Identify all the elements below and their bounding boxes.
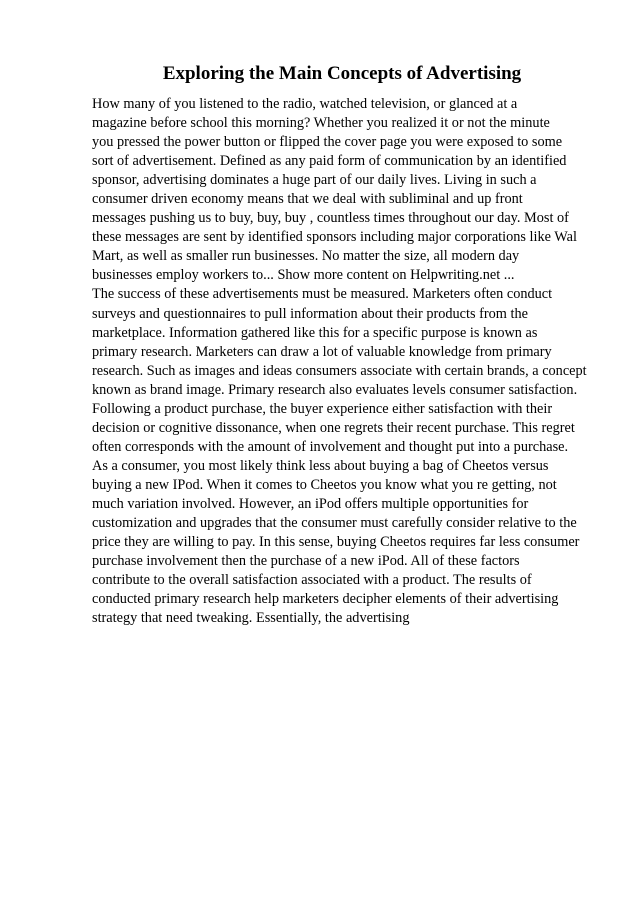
text-line: often corresponds with the amount of involvement and thought put into a purchase.: [92, 438, 569, 455]
text-line: messages pushing us to buy, buy, buy , countless times throughout our day. Most of: [92, 210, 569, 227]
text-line: customization and upgrades that the consumer must carefully consider relative to the: [92, 515, 577, 532]
text-line: surveys and questionnaires to pull information about their products from the: [92, 305, 528, 322]
page-title: Exploring the Main Concepts of Advertising: [162, 63, 522, 84]
text-line: you pressed the power button or flipped the cover page you were exposed to some: [92, 134, 563, 151]
text-line: buying a new IPod. When it comes to Cheetos you know what you re getting, not: [92, 476, 557, 493]
text-line: conducted primary research help marketers decipher elements of their advertising: [92, 591, 559, 608]
text-line: these messages are sent by identified sponsors including major corporations like Wal: [92, 229, 577, 246]
text-line: strategy that need tweaking. Essentially, the advertising: [92, 610, 410, 627]
text-line: sort of advertisement. Defined as any paid form of communication by an identified: [92, 153, 567, 170]
text-line: much variation involved. However, an iPod offers multiple opportunities for: [92, 495, 529, 512]
text-line: price they are willing to pay. In this sense, buying Cheetos requires far less consumer: [92, 534, 580, 551]
text-line: consumer driven economy means that we deal with subliminal and up front: [92, 191, 523, 208]
text-line: sponsor, advertising dominates a huge part of our daily lives. Living in such a: [92, 172, 537, 189]
text-line: decision or cognitive dissonance, when one regrets their recent purchase. This regret: [92, 419, 575, 436]
text-line: The success of these advertisements must be measured. Marketers often conduct: [92, 286, 553, 303]
text-line: research. Such as images and ideas consumers associate with certain brands, a concept: [92, 362, 587, 379]
text-line: known as brand image. Primary research also evaluates levels consumer satisfaction.: [92, 381, 578, 398]
text-line: marketplace. Information gathered like this for a specific purpose is known as: [92, 324, 538, 341]
document-body: [92, 95, 612, 628]
text-line: primary research. Marketers can draw a lot of valuable knowledge from primary: [92, 343, 552, 360]
text-line: Mart, as well as smaller run businesses. No matter the size, all modern day: [92, 248, 520, 265]
text-line: As a consumer, you most likely think less about buying a bag of Cheetos versus: [92, 457, 549, 474]
text-line: purchase involvement then the purchase of a new iPod. All of these factors: [92, 553, 520, 570]
text-line: magazine before school this morning? Whether you realized it or not the minute: [92, 115, 550, 132]
text-line: businesses employ workers to... Show more content on Helpwriting.net ...: [92, 267, 515, 284]
text-line: How many of you listened to the radio, watched television, or glanced at a: [92, 96, 518, 112]
text-line: Following a product purchase, the buyer experience either satisfaction with their: [92, 400, 553, 417]
text-line: contribute to the overall satisfaction associated with a product. The results of: [92, 572, 532, 589]
